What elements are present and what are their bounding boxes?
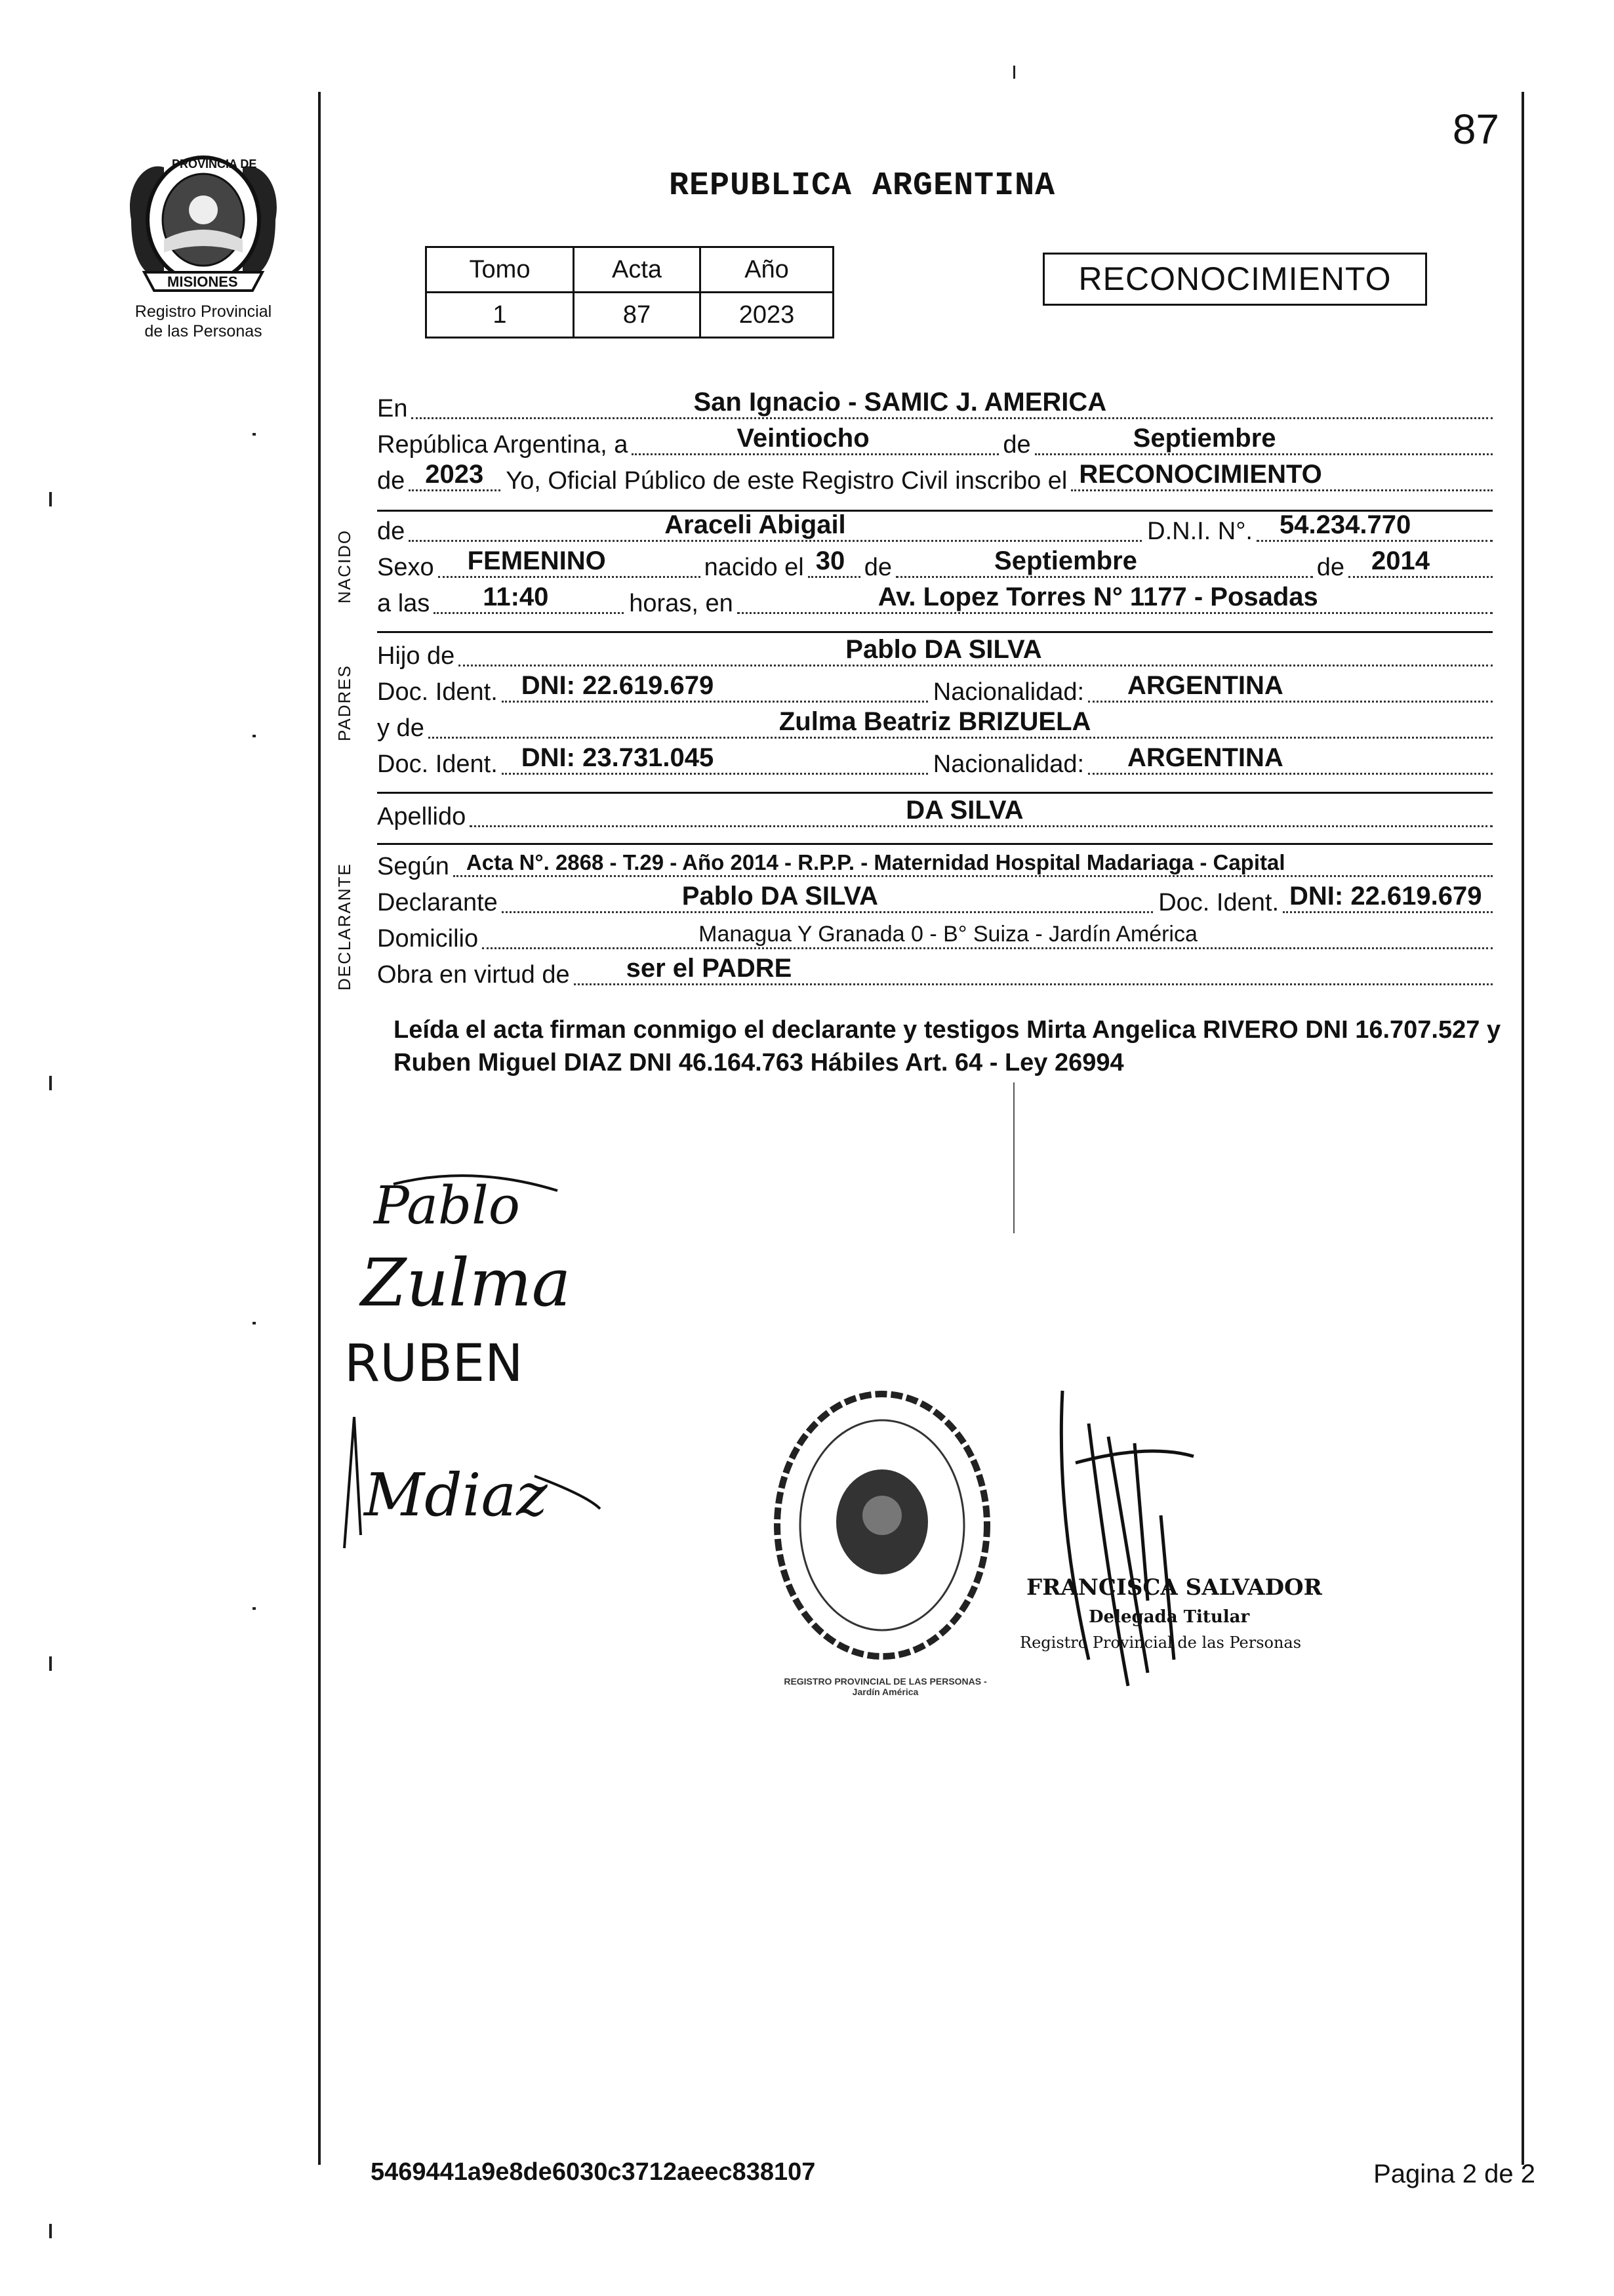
label-de-anio: de	[1316, 554, 1344, 581]
value-declarante: Pablo DA SILVA	[681, 882, 879, 911]
value-mes: Septiembre	[1133, 424, 1276, 453]
value-anio: 2023	[700, 293, 834, 338]
document-hash: 5469441a9e8de6030c3712aeec838107	[371, 2158, 816, 2186]
field-madre-nac	[1088, 743, 1493, 775]
scan-speck	[49, 1076, 52, 1090]
label-padre-nac: Nacionalidad:	[933, 678, 1085, 706]
official-seal	[764, 1384, 1000, 1666]
value-padre: Pablo DA SILVA	[845, 635, 1042, 664]
field-domicilio	[482, 917, 1493, 949]
right-margin-line	[1522, 92, 1524, 2165]
section-rule	[377, 631, 1493, 633]
field-en	[411, 387, 1493, 419]
scan-speck	[252, 1607, 256, 1610]
field-mes	[1035, 423, 1493, 455]
label-domicilio: Domicilio	[377, 925, 479, 953]
logo-caption	[111, 302, 295, 341]
value-dia-nac: 30	[815, 546, 845, 575]
document-type-box: RECONOCIMIENTO	[1043, 253, 1427, 306]
scan-speck	[252, 1322, 256, 1324]
logo-caption-line2: de las Personas	[144, 322, 262, 340]
field-sexo	[438, 546, 700, 578]
row-padre-doc	[377, 671, 1493, 707]
label-a-las: a las	[377, 590, 430, 617]
official-role: Delegada Titular	[1089, 1607, 1250, 1627]
signature-zulma	[354, 1240, 590, 1325]
seal-text: REGISTRO PROVINCIAL DE LAS PERSONAS - Jardín América	[784, 1676, 987, 1697]
field-madre	[428, 707, 1493, 739]
label-dni: D.N.I. N°.	[1147, 518, 1253, 545]
section-rule	[377, 792, 1493, 794]
row-obra	[377, 956, 1493, 989]
official-name: FRANCISCA SALVADOR	[1026, 1574, 1322, 1601]
field-padre	[458, 634, 1493, 666]
value-padre-doc: DNI: 22.619.679	[521, 671, 714, 700]
label-nacido-de: de	[377, 518, 405, 545]
scan-speck	[252, 433, 256, 436]
document-title: REPUBLICA ARGENTINA	[669, 167, 1056, 205]
field-obra	[574, 953, 1493, 985]
label-sexo: Sexo	[377, 554, 434, 581]
value-acto: RECONOCIMIENTO	[1079, 460, 1322, 489]
row-madre-doc	[377, 743, 1493, 779]
field-nombre	[409, 510, 1142, 542]
value-segun: Acta N°. 2868 - T.29 - Año 2014 - R.P.P. - Maternidad Hospital Madariaga - Capital	[466, 850, 1285, 874]
value-padre-nac: ARGENTINA	[1127, 671, 1283, 700]
value-dni: 54.234.770	[1280, 510, 1411, 539]
label-madre-nac: Nacionalidad:	[933, 750, 1085, 778]
row-hijo-de	[377, 635, 1493, 670]
label-de2: de	[377, 467, 405, 495]
signature-official	[1049, 1384, 1220, 1699]
signature-ruben	[338, 1319, 535, 1397]
logo-banner-text: MISIONES	[167, 274, 238, 290]
row-en	[377, 390, 1493, 423]
field-acto	[1071, 459, 1493, 491]
field-segun	[453, 845, 1493, 877]
label-segun: Según	[377, 853, 449, 880]
header-tomo: Tomo	[426, 247, 574, 293]
field-anio	[409, 459, 500, 491]
value-en: San Ignacio - SAMIC J. AMERICA	[693, 388, 1107, 417]
page-number: 87	[1452, 106, 1499, 153]
section-label-nacido: NACIDO	[334, 529, 354, 604]
label-declarante-doc: Doc. Ident.	[1158, 889, 1279, 916]
record-table	[425, 246, 834, 338]
label-en: En	[377, 395, 408, 422]
value-obra: ser el PADRE	[626, 954, 792, 983]
value-declarante-doc: DNI: 22.619.679	[1289, 882, 1482, 911]
field-mes-nac	[896, 546, 1313, 578]
label-de-mes: de	[864, 554, 893, 581]
row-y-de	[377, 707, 1493, 743]
label-madre-doc: Doc. Ident.	[377, 750, 498, 778]
left-margin-line	[318, 92, 321, 2165]
row-sexo	[377, 546, 1493, 582]
header-acta: Acta	[574, 247, 700, 293]
scan-speck	[1013, 66, 1015, 79]
value-dia: Veintiocho	[736, 424, 870, 453]
value-nombre: Araceli Abigail	[664, 510, 846, 539]
value-domicilio: Managua Y Granada 0 - B° Suiza - Jardín América	[698, 922, 1198, 947]
label-oficial: Yo, Oficial Público de este Registro Civil inscribo el	[506, 467, 1068, 495]
logo-caption-line1: Registro Provincial	[134, 302, 272, 321]
scan-speck	[252, 735, 256, 737]
value-madre: Zulma Beatriz BRIZUELA	[778, 707, 1091, 736]
value-sexo: FEMENINO	[467, 546, 606, 575]
center-dash-line	[1013, 1082, 1015, 1233]
label-de: de	[1003, 431, 1031, 459]
label-apellido: Apellido	[377, 803, 466, 830]
value-hora: 11:40	[483, 583, 549, 611]
row-nombre	[377, 510, 1493, 546]
signature-diaz-text: Mdiaz	[364, 1461, 548, 1530]
signature-pablo	[367, 1164, 577, 1243]
label-declarante: Declarante	[377, 889, 498, 916]
value-anio: 2023	[425, 460, 484, 489]
section-label-padres: PADRES	[334, 665, 354, 741]
signature-diaz	[338, 1404, 613, 1555]
field-apellido	[470, 795, 1493, 827]
row-declarante	[377, 884, 1493, 917]
row-segun	[377, 848, 1493, 881]
signature-zulma-text: Zulma	[361, 1244, 571, 1321]
field-declarante	[502, 881, 1153, 913]
field-hora	[434, 582, 624, 614]
field-dia	[632, 423, 999, 455]
label-republica: República Argentina, a	[377, 431, 628, 459]
value-madre-nac: ARGENTINA	[1127, 743, 1283, 772]
closing-statement: Leída el acta firman conmigo el declarante y testigos Mirta Angelica RIVERO DNI 16.707.527 y Ruben Miguel DIAZ DNI 46.164.763 Hábiles Art. 64 - Ley 26994	[393, 1016, 1501, 1076]
scan-speck	[49, 1656, 52, 1671]
field-dia-nac	[808, 546, 860, 578]
label-hijo-de: Hijo de	[377, 642, 455, 670]
field-padre-nac	[1088, 670, 1493, 703]
row-apellido	[377, 798, 1493, 831]
row-oficial	[377, 462, 1493, 495]
label-nacido-el: nacido el	[704, 554, 804, 581]
value-madre-doc: DNI: 23.731.045	[521, 743, 714, 772]
signature-pablo-text: Pablo	[374, 1175, 520, 1236]
field-lugar	[737, 582, 1493, 614]
scan-speck	[49, 492, 52, 506]
value-tomo: 1	[426, 293, 574, 338]
value-apellido: DA SILVA	[906, 796, 1024, 825]
field-declarante-doc	[1283, 881, 1493, 913]
label-horas-en: horas, en	[629, 590, 733, 617]
value-lugar: Av. Lopez Torres N° 1177 - Posadas	[878, 583, 1318, 611]
official-org: Registro Provincial de las Personas	[1020, 1633, 1302, 1652]
label-padre-doc: Doc. Ident.	[377, 678, 498, 706]
scan-speck	[49, 2224, 52, 2238]
value-mes-nac: Septiembre	[994, 546, 1137, 575]
field-padre-doc	[502, 670, 928, 703]
page-of-indicator: Pagina 2 de 2	[1373, 2160, 1535, 2188]
label-obra: Obra en virtud de	[377, 961, 570, 989]
signature-ruben-text: RUBEN	[344, 1334, 523, 1393]
value-anio-nac: 2014	[1371, 546, 1430, 575]
field-dni	[1257, 510, 1493, 542]
field-madre-doc	[502, 743, 928, 775]
label-y-de: y de	[377, 714, 424, 742]
logo-arc-text-top: PROVINCIA DE	[172, 157, 257, 171]
row-domicilio	[377, 920, 1493, 953]
row-hora	[377, 585, 1493, 618]
row-republica	[377, 426, 1493, 459]
field-anio-nac	[1348, 546, 1493, 578]
section-label-declarante: DECLARANTE	[334, 863, 354, 991]
header-anio: Año	[700, 247, 834, 293]
value-acta: 87	[574, 293, 700, 338]
